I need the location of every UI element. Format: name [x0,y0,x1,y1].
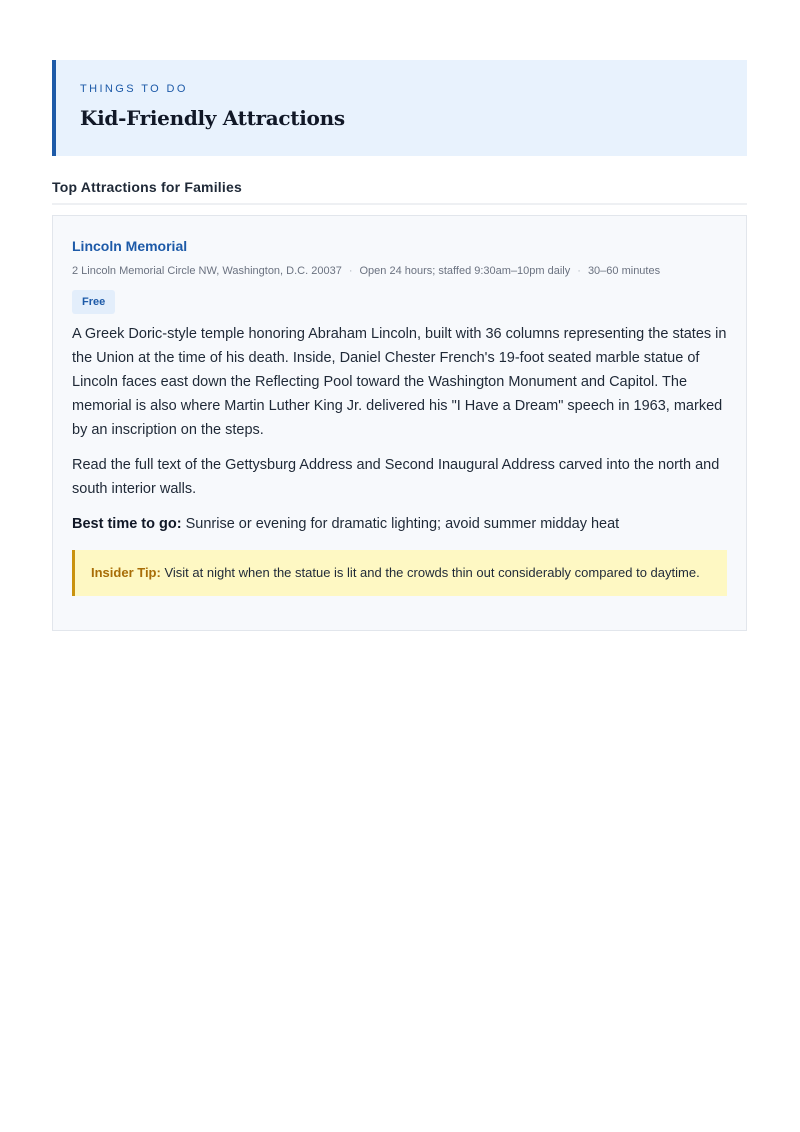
page-header [52,60,747,156]
insider-tip-label: Insider Tip: [91,565,161,580]
best-time-label: Best time to go: [72,516,182,532]
insider-tip-text: Visit at night when the statue is lit and the crowds thin out considerably compared to daytime. [164,565,700,580]
best-time-value: Sunrise or evening for dramatic lighting; avoid summer midday heat [185,516,620,532]
attraction-name: Lincoln Memorial [72,238,188,254]
attraction-extra: Read the full text of the Gettysburg Address and Second Inaugural Address carved into the north and south interior walls. [72,457,720,497]
section-eyebrow: THINGS TO DO [80,83,188,95]
meta-separator: · [348,265,353,277]
attraction-meta [72,264,727,278]
attraction-card [52,215,747,631]
attraction-duration: 30–60 minutes [587,265,661,277]
page-content [52,60,747,631]
meta-separator: · [577,265,581,277]
section-heading: Top Attractions for Families [52,178,747,205]
attraction-hours: Open 24 hours; staffed 9:30am–10pm daily [359,265,571,277]
insider-tip [72,550,727,596]
page-title: Kid-Friendly Attractions [80,106,345,130]
attraction-address: 2 Lincoln Memorial Circle NW, Washington, D.C. 20037 [72,265,342,277]
best-time [72,512,727,536]
price-badge: Free [72,290,115,314]
attraction-description: A Greek Doric-style temple honoring Abraham Lincoln, built with 36 columns representing the states in the Union at the time of his death. Inside, Daniel Chester French's 19-foot seated marble statue of Lincoln faces east down the Reflecting Pool toward the Washington Monument and Capitol. The memorial is also where Martin Luther King Jr. delivered his "I Have a Dream" speech in 1963, marked by an inscription on the steps. [72,326,727,438]
